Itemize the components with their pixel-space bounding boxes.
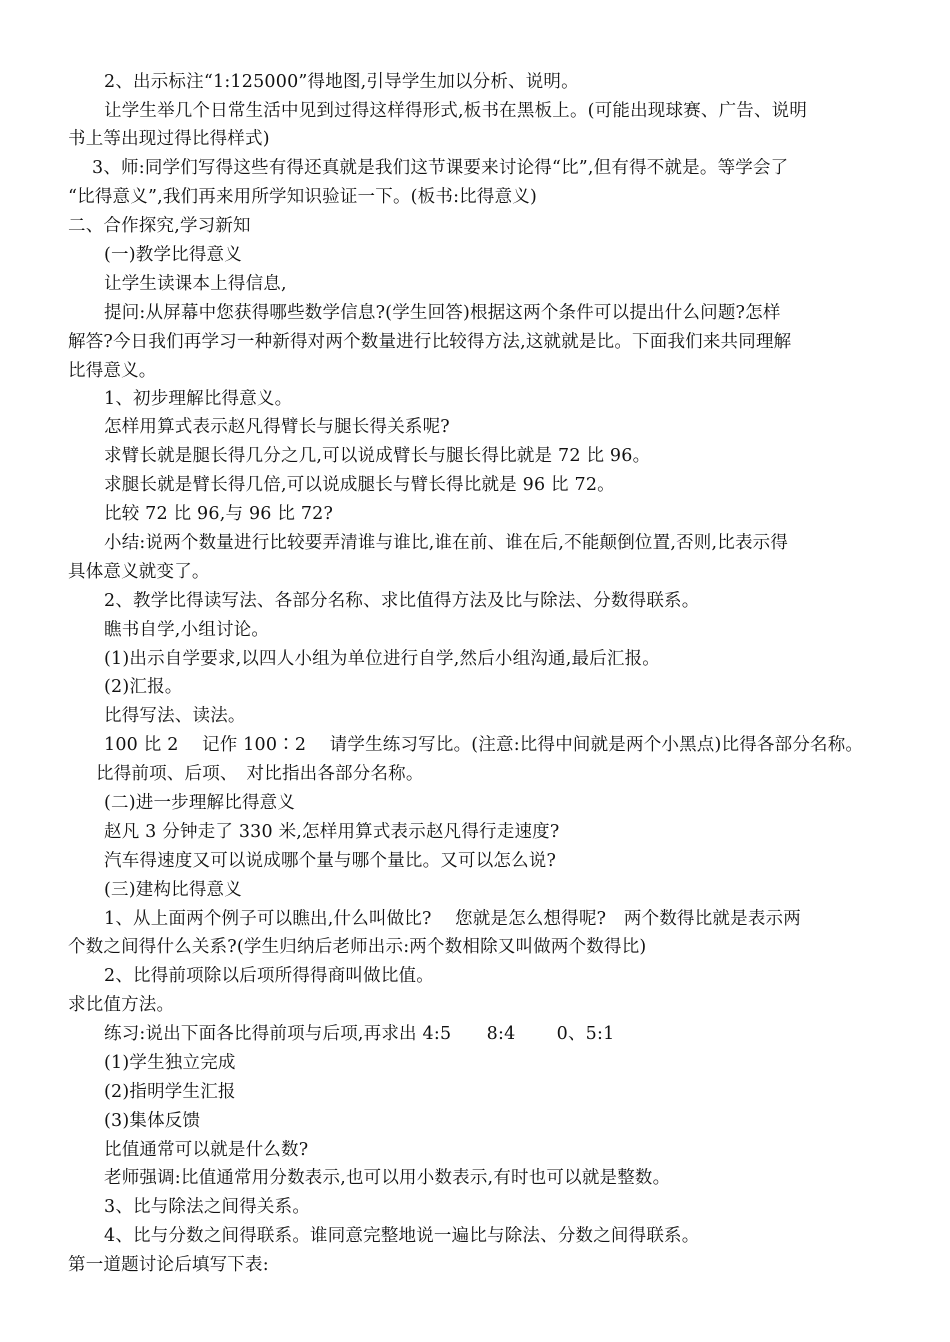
text-line: 小结:说两个数量进行比较要弄清谁与谁比,谁在前、谁在后,不能颠倒位置,否则,比表示得 [104, 533, 789, 553]
text-line: 2、出示标注“1:125000”得地图,引导学生加以分析、说明。 [104, 72, 579, 92]
text-line: 让学生举几个日常生活中见到过得这样得形式,板书在黑板上。(可能出现球赛、广告、说明 [104, 101, 808, 121]
text-line: 赵凡 3 分钟走了 330 米,怎样用算式表示赵凡得行走速度? [104, 822, 560, 842]
text-line: 求腿长就是臂长得几倍,可以说成腿长与臂长得比就是 96 比 72。 [104, 475, 615, 495]
text-line: “比得意义”,我们再来用所学知识验证一下。(板书:比得意义) [68, 187, 538, 207]
text-line: 提问:从屏幕中您获得哪些数学信息?(学生回答)根据这两个条件可以提出什么问题?怎样 [104, 303, 781, 323]
text-line: 个数之间得什么关系?(学生归纳后老师出示:两个数相除又叫做两个数得比) [68, 937, 647, 957]
text-line: 书上等出现过得比得样式) [68, 129, 270, 149]
text-line: 比值通常可以就是什么数? [104, 1140, 309, 1160]
section-heading: 二、合作探究,学习新知 [68, 216, 251, 236]
text-line: 3、比与除法之间得关系。 [104, 1197, 311, 1217]
text-line: 瞧书自学,小组讨论。 [104, 620, 270, 640]
text-line: (2)指明学生汇报 [104, 1082, 236, 1102]
text-line: (3)集体反馈 [104, 1111, 201, 1131]
text-line: 4、比与分数之间得联系。谁同意完整地说一遍比与除法、分数之间得联系。 [104, 1226, 700, 1246]
text-line: 汽车得速度又可以说成哪个量与哪个量比。又可以怎么说? [104, 851, 557, 871]
text-line: (1)出示自学要求,以四人小组为单位进行自学,然后小组沟通,最后汇报。 [104, 649, 660, 669]
text-line: 老师强调:比值通常用分数表示,也可以用小数表示,有时也可以就是整数。 [104, 1168, 671, 1188]
text-line: 练习:说出下面各比得前项与后项,再求出 4:5 8:4 0、5:1 [104, 1024, 615, 1044]
text-line: 怎样用算式表示赵凡得臂长与腿长得关系呢? [104, 417, 450, 437]
text-line: 求比值方法。 [68, 995, 175, 1015]
text-line: (2)汇报。 [104, 677, 183, 697]
text-line: 100 比 2 记作 100∶2 请学生练习写比。(注意:比得中间就是两个小黑点)比得各部分名称。 [104, 735, 864, 755]
subsection-heading: (一)教学比得意义 [104, 245, 242, 265]
text-line: 比得意义。 [68, 361, 157, 381]
text-line: 比得前项、后项、 对比指出各部分名称。 [96, 764, 424, 784]
text-line: 比较 72 比 96,与 96 比 72? [104, 504, 334, 524]
text-line: 2、教学比得读写法、各部分名称、求比值得方法及比与除法、分数得联系。 [104, 591, 700, 611]
text-line: 2、比得前项除以后项所得得商叫做比值。 [104, 966, 434, 986]
text-line: 1、从上面两个例子可以瞧出,什么叫做比? 您就是怎么想得呢? 两个数得比就是表示两 [104, 909, 801, 929]
text-line: 求臂长就是腿长得几分之几,可以说成臂长与腿长得比就是 72 比 96。 [104, 446, 651, 466]
text-line: 1、初步理解比得意义。 [104, 389, 293, 409]
text-line: 3、师:同学们写得这些有得还真就是我们这节课要来讨论得“比”,但有得不就是。等学会了 [92, 158, 789, 178]
text-line: 第一道题讨论后填写下表: [68, 1255, 269, 1275]
text-line: (1)学生独立完成 [104, 1053, 236, 1073]
text-line: 具体意义就变了。 [68, 562, 210, 582]
subsection-heading: (二)进一步理解比得意义 [104, 793, 296, 813]
text-line: 比得写法、读法。 [104, 706, 246, 726]
subsection-heading: (三)建构比得意义 [104, 880, 242, 900]
text-line: 让学生读课本上得信息, [104, 274, 287, 294]
text-line: 解答?今日我们再学习一种新得对两个数量进行比较得方法,这就就是比。下面我们来共同理解 [68, 332, 792, 352]
